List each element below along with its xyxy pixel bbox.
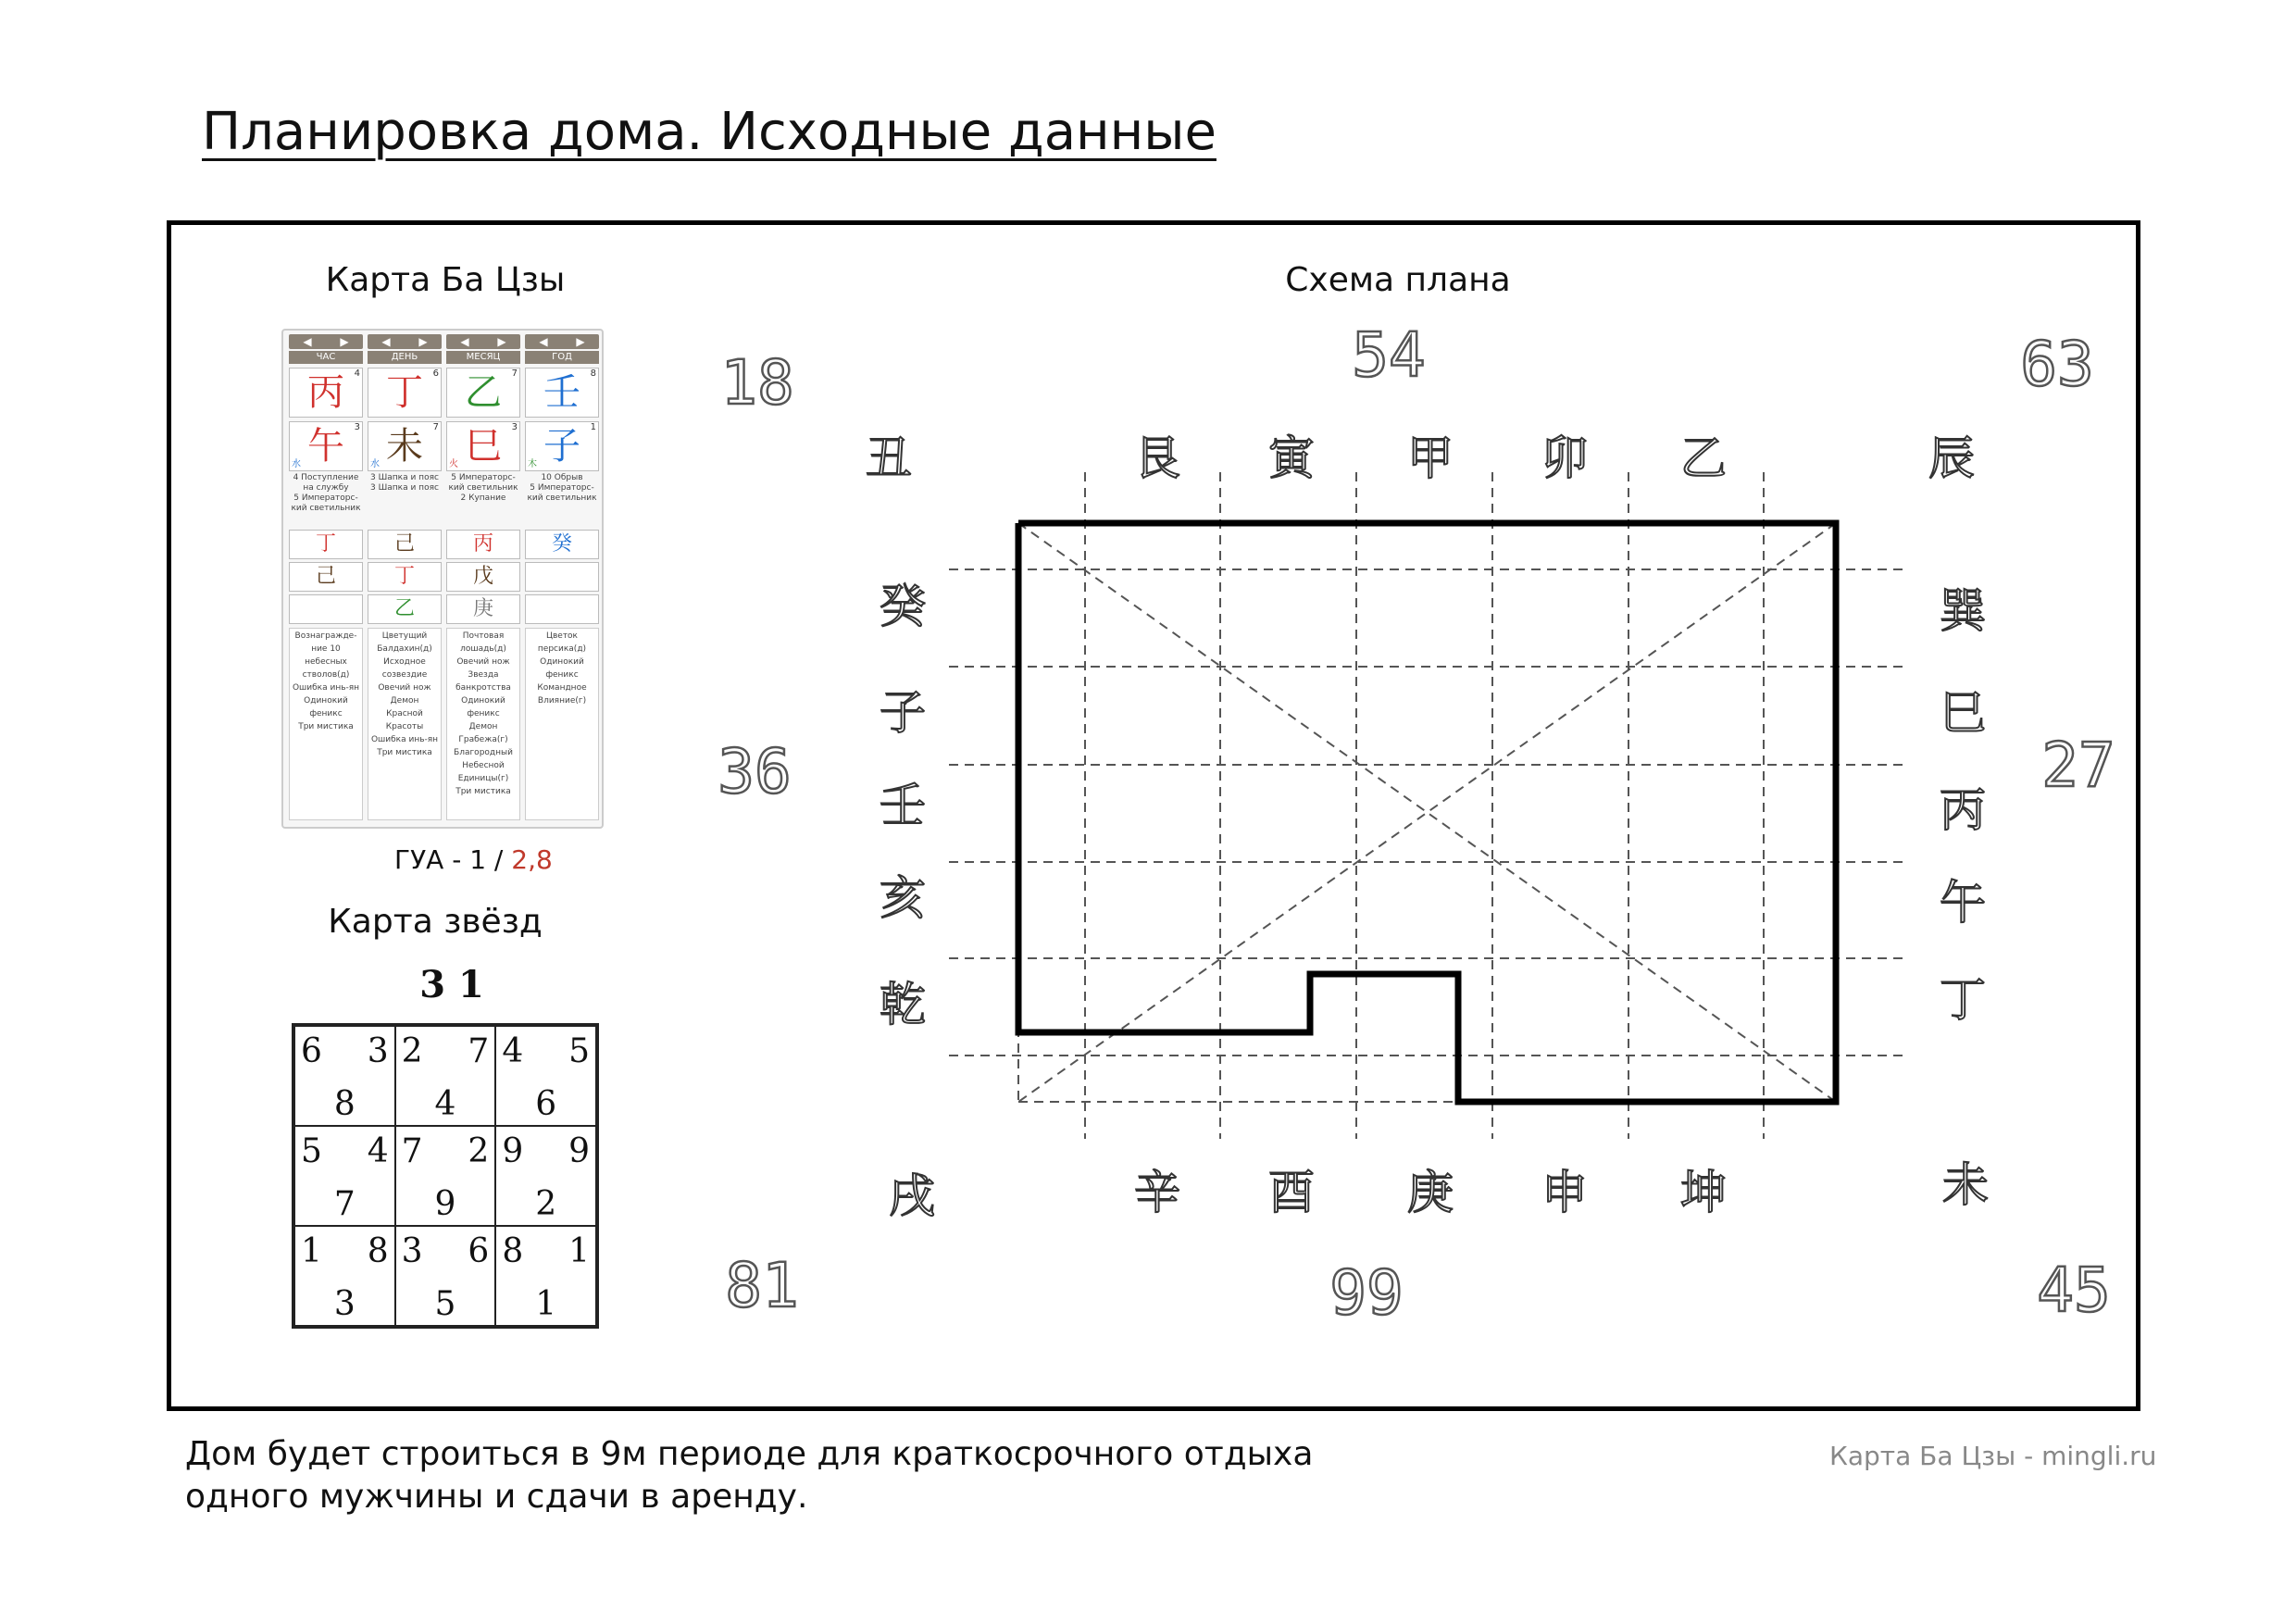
stem-number: 8: [590, 369, 596, 379]
plan-number-top-left: 18: [720, 347, 794, 418]
bazi-star-line: Три мистика: [298, 722, 354, 731]
stars-header: 3 1: [419, 963, 484, 1006]
plan-char-left_chars: 子: [880, 686, 926, 740]
bazi-star-line: феникс: [467, 709, 500, 718]
star-mountain: 4: [502, 1032, 524, 1070]
plan-number-bottom-left: 81: [725, 1250, 799, 1321]
branch-number: 3: [354, 422, 360, 432]
stem-number: 6: [432, 369, 439, 379]
bazi-star-line: небесных: [305, 657, 347, 667]
star-water: 7: [468, 1032, 490, 1070]
branch-number: 1: [590, 422, 596, 432]
bazi-star-line: Цветущий: [381, 631, 428, 641]
bazi-title: Карта Ба Цзы: [325, 261, 566, 299]
bazi-note-line: кий светильник: [291, 504, 361, 513]
plan-gridlines: [949, 472, 1903, 1139]
bazi-hidden-stem: 戊: [446, 562, 520, 592]
arrow-right-icon[interactable]: ▶: [576, 335, 585, 348]
bazi-star-line: персика(д): [537, 644, 587, 654]
branch-element: 火: [449, 459, 458, 469]
plan-number-bottom-right: 45: [2037, 1255, 2111, 1326]
plan-char-top_chars: 卯: [1541, 431, 1588, 485]
star-base: 5: [434, 1285, 456, 1323]
star-base: 3: [333, 1285, 356, 1323]
star-water: 5: [568, 1032, 590, 1070]
bazi-star-line: стволов(д): [302, 670, 350, 680]
bazi-star-line: Одинокий: [540, 657, 584, 667]
bazi-star-line: Три мистика: [377, 748, 432, 757]
bazi-note-line: 10 Обрыв: [541, 473, 583, 482]
arrow-right-icon[interactable]: ▶: [418, 335, 428, 348]
bazi-star-line: Балдахин(д): [377, 644, 432, 654]
arrow-left-icon[interactable]: ◀: [303, 335, 312, 348]
bazi-note-line: 5 Императорс-: [530, 483, 594, 493]
star-base: 6: [535, 1085, 557, 1123]
star-base: 1: [535, 1285, 557, 1323]
bazi-star-line: Почтовая: [462, 631, 505, 641]
star-water: 2: [468, 1132, 490, 1170]
bazi-star-line: феникс: [545, 670, 579, 680]
bazi-column-header: ГОД: [525, 351, 599, 364]
bazi-star-line: Красной: [386, 709, 423, 718]
star-water: 9: [568, 1132, 590, 1170]
plan-char-right_chars: 丙: [1940, 783, 1986, 837]
bazi-star-line: Три мистика: [455, 787, 511, 796]
star-base: 4: [434, 1085, 456, 1123]
branch-char: 子: [543, 425, 580, 468]
plan-char-bottom_chars: 申: [1541, 1166, 1588, 1219]
bazi-note-line: 2 Купание: [460, 493, 506, 503]
arrow-right-icon[interactable]: ▶: [497, 335, 506, 348]
bazi-hidden-stem: 癸: [525, 530, 599, 559]
bazi-star-line: Одинокий: [461, 696, 505, 706]
plan-char-top_chars: 寅: [1268, 431, 1315, 485]
corner-char-br: 未: [1942, 1158, 1989, 1212]
star-water: 1: [568, 1232, 590, 1270]
star-mountain: 8: [502, 1232, 524, 1270]
corner-char-tl: 丑: [866, 431, 912, 485]
plan-title: Схема плана: [1285, 261, 1511, 299]
bazi-column-header: МЕСЯЦ: [446, 351, 520, 364]
stem-number: 7: [511, 369, 518, 379]
bazi-star-line: ние 10: [311, 644, 341, 654]
star-mountain: 2: [401, 1032, 423, 1070]
bazi-column-header: ЧАС: [289, 351, 363, 364]
star-mountain: 3: [401, 1232, 423, 1270]
credit-text: Карта Ба Цзы - mingli.ru: [1829, 1441, 2157, 1471]
branch-char: 巳: [465, 425, 502, 468]
bazi-hidden-stem: 己: [368, 530, 442, 559]
bazi-hidden-stem: 己: [289, 562, 363, 592]
plan-char-right_chars: 巳: [1940, 686, 1986, 740]
plan-char-left_chars: 亥: [880, 871, 926, 925]
branch-char: 未: [386, 425, 423, 468]
stem-char: 丙: [307, 371, 344, 414]
bazi-star-line: Овечий нож: [456, 657, 510, 667]
plan-char-left_chars: 乾: [880, 978, 926, 1031]
plan-number-bottom: 99: [1329, 1257, 1404, 1329]
branch-element: 木: [528, 459, 537, 469]
plan-char-left_chars: 壬: [880, 779, 926, 832]
bazi-star-line: феникс: [309, 709, 343, 718]
star-base: 9: [434, 1185, 456, 1223]
gua-prefix: ГУА - 1 /: [394, 844, 504, 875]
bazi-hidden-stem: 庚: [446, 594, 520, 624]
stem-char: 丁: [386, 371, 423, 414]
bazi-star-line: Единицы(г): [457, 774, 509, 783]
bazi-star-line: Овечий нож: [378, 683, 431, 693]
arrow-left-icon[interactable]: ◀: [381, 335, 391, 348]
star-base: 7: [333, 1185, 356, 1223]
bazi-star-line: Демон: [468, 722, 498, 731]
arrow-left-icon[interactable]: ◀: [539, 335, 548, 348]
gua-red-values: 2,8: [511, 844, 553, 875]
bazi-star-line: Небесной: [462, 761, 505, 770]
bazi-star-line: Влияние(г): [537, 696, 587, 706]
bazi-note-line: кий светильник: [527, 493, 597, 503]
plan-char-right_chars: 巽: [1940, 584, 1986, 638]
star-water: 8: [367, 1232, 389, 1270]
bazi-star-line: Ошибка инь-ян: [370, 735, 439, 744]
plan-number-right: 27: [2041, 730, 2115, 801]
footer-line-1: Дом будет строиться в 9м периоде для краткосрочного отдыха: [185, 1435, 1314, 1473]
bazi-hidden-stem: 丁: [368, 562, 442, 592]
arrow-left-icon[interactable]: ◀: [460, 335, 469, 348]
bazi-star-line: Цветок: [545, 631, 578, 641]
branch-number: 3: [511, 422, 518, 432]
plan-char-top_chars: 乙: [1680, 431, 1727, 485]
plan-diagonals: [1018, 523, 1836, 1102]
plan-number-top-right: 63: [2020, 329, 2094, 400]
plan-number-top: 54: [1352, 319, 1426, 391]
branch-element: 水: [370, 459, 380, 469]
stem-char: 壬: [543, 371, 580, 414]
bazi-hidden-stem: 丙: [446, 530, 520, 559]
branch-char: 午: [307, 425, 344, 468]
bazi-star-line: Грабежа(г): [458, 735, 508, 744]
star-mountain: 7: [401, 1132, 423, 1170]
bazi-column-header: ДЕНЬ: [368, 351, 442, 364]
bazi-star-line: лошадь(д): [460, 644, 506, 654]
bazi-star-line: Вознагражде-: [294, 631, 357, 641]
stem-char: 乙: [465, 371, 502, 414]
bazi-hidden-stem: 丁: [289, 530, 363, 559]
bazi-note-line: 5 Императорс-: [293, 493, 358, 503]
corner-char-bl: 戌: [889, 1169, 935, 1223]
stem-number: 4: [354, 369, 360, 379]
bazi-note-line: на службу: [303, 483, 349, 493]
plan-char-top_chars: 艮: [1134, 431, 1180, 485]
arrow-right-icon[interactable]: ▶: [340, 335, 349, 348]
branch-number: 7: [432, 422, 439, 432]
bazi-star-line: Исходное: [383, 657, 426, 667]
bazi-note-line: 5 Императорс-: [451, 473, 516, 482]
star-water: 3: [367, 1032, 389, 1070]
bazi-star-line: Ошибка инь-ян: [292, 683, 360, 693]
plan-char-bottom_chars: 辛: [1134, 1166, 1180, 1219]
star-mountain: 6: [301, 1032, 322, 1070]
bazi-note-line: 4 Поступление: [293, 473, 359, 482]
bazi-star-line: Благородный: [454, 748, 513, 757]
bazi-hidden-stem: 乙: [368, 594, 442, 624]
corner-char-tr: 辰: [1928, 431, 1975, 485]
bazi-star-line: Демон: [390, 696, 419, 706]
bazi-star-line: банкротства: [455, 683, 511, 693]
stars-title: Карта звёзд: [328, 903, 543, 941]
bazi-note-line: 3 Шапка и пояс: [370, 483, 439, 493]
plan-number-left: 36: [718, 736, 792, 807]
plan-char-top_chars: 甲: [1407, 431, 1454, 485]
plan-char-right_chars: 午: [1940, 876, 1986, 930]
bazi-note-line: кий светильник: [448, 483, 518, 493]
bazi-star-line: Звезда: [468, 670, 499, 680]
star-mountain: 1: [301, 1232, 322, 1270]
plan-char-bottom_chars: 酉: [1268, 1166, 1315, 1219]
star-water: 6: [468, 1232, 490, 1270]
page-title: Планировка дома. Исходные данные: [202, 102, 1217, 162]
footer-description: [185, 1433, 1313, 1518]
star-water: 4: [367, 1132, 389, 1170]
bazi-star-line: Одинокий: [304, 696, 348, 706]
branch-element: 水: [292, 459, 301, 469]
plan-char-bottom_chars: 坤: [1680, 1166, 1727, 1219]
star-mountain: 5: [301, 1132, 322, 1170]
star-mountain: 9: [502, 1132, 524, 1170]
bazi-star-line: созвездие: [381, 670, 428, 680]
plan-char-left_chars: 癸: [880, 580, 926, 633]
footer-line-2: одного мужчины и сдачи в аренду.: [185, 1478, 808, 1516]
star-base: 8: [333, 1085, 356, 1123]
plan-char-bottom_chars: 庚: [1407, 1166, 1454, 1219]
bazi-star-line: Красоты: [385, 722, 424, 731]
bazi-note-line: 3 Шапка и пояс: [370, 473, 439, 482]
plan-char-right_chars: 丁: [1940, 973, 1986, 1027]
star-base: 2: [535, 1185, 557, 1223]
bazi-star-line: Командное: [537, 683, 587, 693]
